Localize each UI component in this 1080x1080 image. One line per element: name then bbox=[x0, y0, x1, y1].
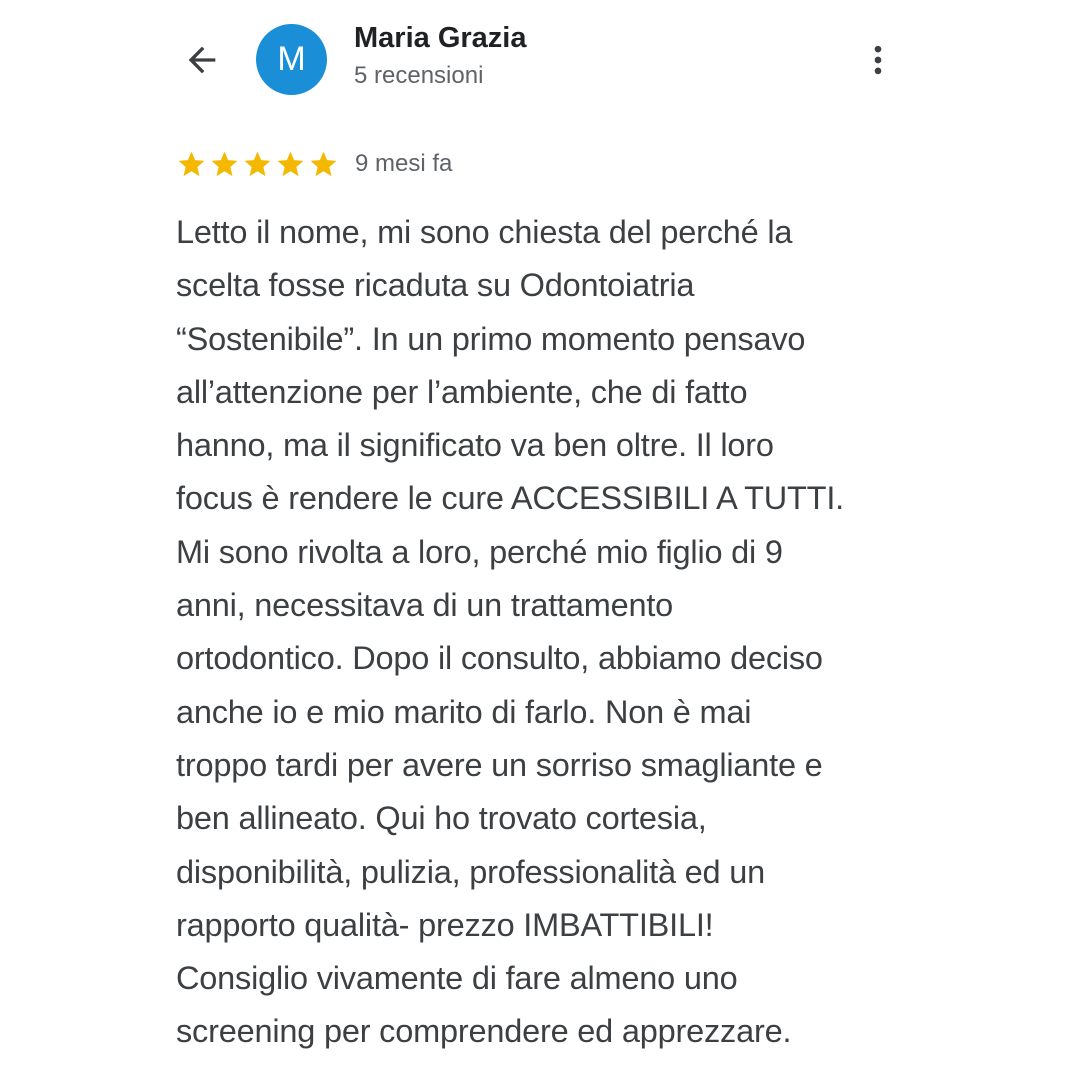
avatar[interactable] bbox=[256, 24, 327, 95]
star-icon bbox=[242, 149, 273, 180]
review-text-line: troppo tardi per avere un sorriso smagliante e bbox=[176, 746, 823, 783]
star-rating bbox=[176, 149, 341, 180]
review-text-line: Consiglio vivamente di fare almeno uno bbox=[176, 960, 738, 997]
review-text-line: anche io e mio marito di farlo. Non è mai bbox=[176, 693, 752, 730]
review-text-line: all’attenzione per l’ambiente, che di fatto bbox=[176, 373, 748, 410]
rating-row bbox=[176, 146, 452, 182]
reviewer-name[interactable]: Maria Grazia bbox=[354, 22, 527, 54]
avatar-letter: M bbox=[277, 40, 306, 78]
review-text-line: anni, necessitava di un trattamento bbox=[176, 587, 674, 624]
review-text-line: rapporto qualità- prezzo IMBATTIBILI! bbox=[176, 906, 714, 943]
more-options-button[interactable] bbox=[856, 36, 900, 84]
star-icon bbox=[209, 149, 240, 180]
star-icon bbox=[275, 149, 306, 180]
review-text-line: Mi sono rivolta a loro, perché mio figlio di 9 bbox=[176, 533, 783, 570]
more-vert-icon bbox=[858, 40, 898, 80]
review-date: 9 mesi fa bbox=[355, 150, 453, 177]
arrow-left-icon bbox=[182, 40, 222, 80]
star-icon bbox=[308, 149, 339, 180]
review-text-line: Letto il nome, mi sono chiesta del perché la bbox=[176, 214, 793, 250]
review-text-line: ben allineato. Qui ho trovato cortesia, bbox=[176, 800, 707, 837]
review-text-line: hanno, ma il significato va ben oltre. Il loro bbox=[176, 427, 774, 464]
review-count: 5 recensioni bbox=[354, 62, 484, 89]
review-text-line: focus è rendere le cure ACCESSIBILI A TUTTI. bbox=[176, 480, 844, 517]
review-text-line: “Sostenibile”. In un primo momento pensavo bbox=[176, 320, 806, 357]
review-text bbox=[176, 206, 926, 1059]
review-header bbox=[0, 0, 1080, 120]
review-text-line: scelta fosse ricaduta su Odontoiatria bbox=[176, 267, 695, 304]
review-text-line: disponibilità, pulizia, professionalità ed un bbox=[176, 853, 766, 890]
back-button[interactable] bbox=[176, 36, 228, 84]
star-icon bbox=[176, 149, 207, 180]
review-text-line: screening per comprendere ed apprezzare. bbox=[176, 1013, 792, 1050]
review-text-line: ortodontico. Dopo il consulto, abbiamo deciso bbox=[176, 640, 823, 677]
